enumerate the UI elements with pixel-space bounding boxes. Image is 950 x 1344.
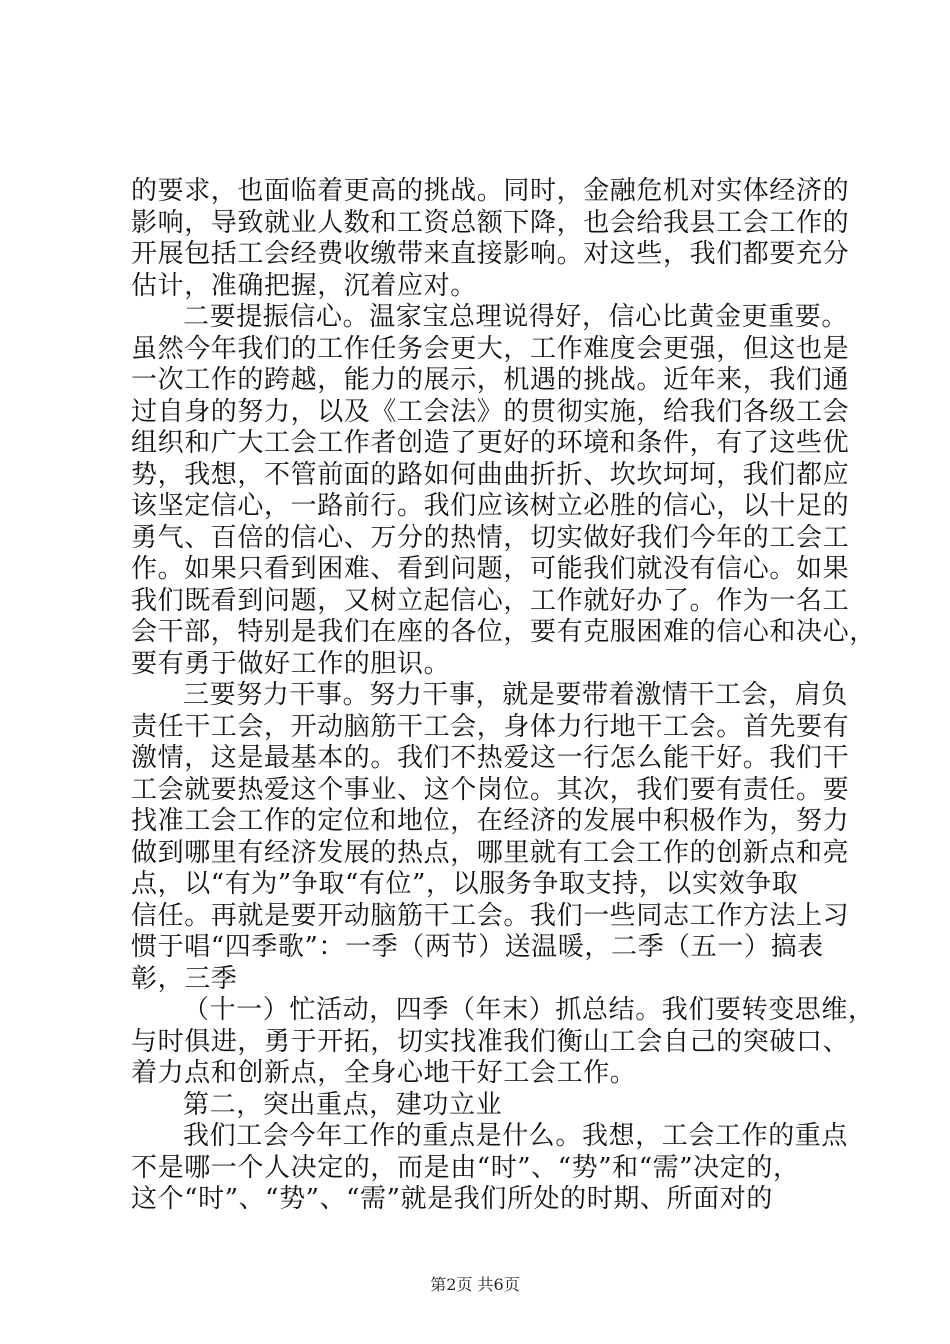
text-line: 二要提振信心。温家宝总理说得好，信心比黄金更重要。 [183, 302, 849, 332]
text-line: 我们工会今年工作的重点是什么。我想，工会工作的重点 [183, 1121, 849, 1151]
text-line: 要有勇于做好工作的胆识。 [131, 648, 451, 679]
text-line: 的要求，也面临着更高的挑战。同时，金融危机对实体经济的 [131, 176, 850, 206]
text-line: 不是哪一个人决定的，而是由“时”、“势”和“需”决定的， [131, 1152, 800, 1183]
text-line: 彰，三季 [131, 963, 238, 994]
text-line: 会干部，特别是我们在座的各位，要有克服困难的信心和决心， [131, 617, 876, 647]
text-line: 与时俱进，勇于开拓，切实找准我们衡山工会自己的突破口、 [131, 1026, 850, 1057]
text-line: 信任。再就是要开动脑筋干工会。我们一些同志工作方法上习 [131, 900, 850, 931]
text-line: 估计，准确把握，沉着应对。 [131, 270, 477, 301]
text-line: 勇气、百倍的信心、万分的热情，切实做好我们今年的工会工 [131, 522, 850, 553]
text-line: 点，以“有为”争取“有位”，以服务争取支持，以实效争取 [131, 869, 799, 899]
text-line: 我们既看到问题，又树立起信心，工作就好办了。作为一名工 [131, 585, 850, 616]
text-line: 三要努力干事。努力干事，就是要带着激情干工会，肩负 [183, 680, 849, 710]
text-line: 影响，导致就业人数和工资总额下降，也会给我县工会工作的 [131, 207, 850, 238]
text-line: 工会就要热爱这个事业、这个岗位。其次，我们要有责任。要 [131, 774, 850, 805]
text-line: 第二，突出重点，建功立业 [183, 1089, 503, 1120]
text-line: 虽然今年我们的工作任务会更大，工作难度会更强，但这也是 [131, 333, 850, 364]
text-line: 作。如果只看到困难、看到问题，可能我们就没有信心。如果 [131, 554, 850, 584]
text-line: 做到哪里有经济发展的热点，哪里就有工会工作的创新点和亮 [131, 837, 850, 868]
text-line: 找准工会工作的定位和地位，在经济的发展中积极作为，努力 [131, 806, 850, 836]
text-line: 惯于唱“四季歌”：一季（两节）送温暖，二季（五一）搞表 [131, 932, 824, 962]
text-line: 该坚定信心，一路前行。我们应该树立必胜的信心，以十足的 [131, 491, 850, 521]
text-line: 责任干工会，开动脑筋干工会，身体力行地干工会。首先要有 [131, 711, 850, 742]
page-footer: 第2页 共6页 [430, 1275, 520, 1294]
text-line: 开展包括工会经费收缴带来直接影响。对这些，我们都要充分 [131, 239, 850, 269]
text-line: 组织和广大工会工作者创造了更好的环境和条件，有了这些优 [131, 428, 850, 458]
text-line: 激情，这是最基本的。我们不热爱这一行怎么能干好。我们干 [131, 743, 850, 773]
text-line: 过自身的努力，以及《工会法》的贯彻实施，给我们各级工会 [131, 396, 850, 427]
text-line: 势，我想，不管前面的路如何曲曲折折、坎坎坷坷，我们都应 [131, 459, 850, 490]
text-line: 这个“时”、“势”、“需”就是我们所处的时期、所面对的 [131, 1184, 773, 1214]
text-line: （十一）忙活动，四季（年末）抓总结。我们要转变思维， [183, 995, 875, 1025]
text-line: 着力点和创新点，全身心地干好工会工作。 [131, 1058, 637, 1088]
text-line: 一次工作的跨越，能力的展示，机遇的挑战。近年来，我们通 [131, 365, 850, 395]
body-text [131, 176, 876, 1216]
